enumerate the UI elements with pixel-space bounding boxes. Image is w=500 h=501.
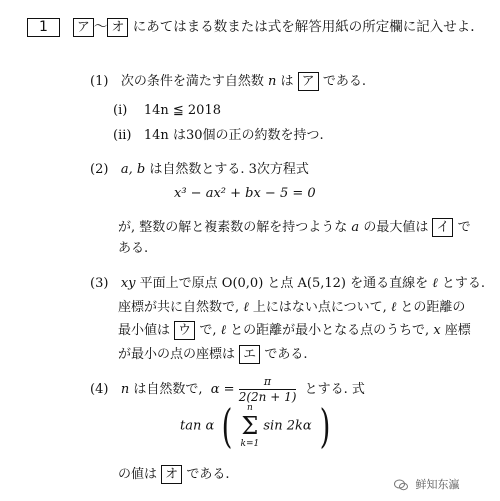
q3-x: x	[433, 323, 441, 338]
q3-line3-d: 座標	[444, 323, 471, 338]
q3-ell-3: ℓ	[390, 300, 397, 315]
q4-text-a: は自然数で,	[133, 382, 203, 397]
q4-var: n	[120, 382, 130, 397]
q1-text-c: である.	[322, 74, 366, 89]
q2-equation: x³ − ax² + bx − 5 = 0	[174, 186, 316, 201]
q4-text-d: である.	[186, 467, 230, 482]
q4-frac-den: 2(2n + 1)	[238, 390, 297, 404]
q3-ell-4: ℓ	[220, 323, 227, 338]
q1-cond-ii-label: (ii)	[113, 128, 132, 143]
right-paren: )	[319, 399, 331, 453]
q3-line3	[118, 319, 471, 340]
q1-line	[90, 70, 366, 91]
blank-o-box-q4: オ	[161, 465, 182, 484]
wechat-icon	[394, 479, 408, 491]
q1-cond-ii-b: は30個の正の約数を持つ.	[172, 128, 324, 143]
q2-vars: a, b	[120, 162, 146, 177]
q4-text-c: の値は	[118, 467, 158, 482]
blank-a-box-q1: ア	[298, 72, 319, 91]
q4-tan: tan α	[180, 418, 215, 434]
q4-alpha-eq: α =	[210, 382, 235, 397]
tilde: 〜	[93, 19, 108, 35]
q3-line4	[118, 343, 307, 364]
q4-text-b: とする. 式	[304, 382, 365, 397]
q2-var-a: a	[351, 220, 360, 235]
q1-cond-ii-a: 14n	[143, 128, 169, 143]
q4-label: (4)	[90, 382, 109, 397]
q2-text-b: が, 整数の解と複素数の解を持つような	[118, 220, 348, 235]
blank-e-box: エ	[239, 345, 260, 364]
problem-number-box: 1	[27, 18, 60, 37]
q1-cond-i-text: 14n ≦ 2018	[143, 103, 221, 118]
q4-line2	[118, 463, 229, 484]
q3-line2-c: との距離の	[400, 300, 466, 315]
q4-fraction	[239, 375, 297, 404]
q3-ell-1: ℓ	[432, 276, 438, 291]
sum-lower: k=1	[240, 439, 260, 449]
q1-var: n	[267, 74, 277, 89]
summation	[241, 402, 260, 450]
q3-line3-a: 最小値は	[118, 323, 171, 338]
q1-cond-i-label: (i)	[113, 103, 128, 118]
q4-summand: sin 2kα	[263, 418, 312, 434]
q1-label: (1)	[90, 74, 109, 89]
sum-upper: n	[246, 403, 253, 413]
q4-frac-num: π	[239, 375, 297, 390]
q3-line1-b: 平面上で原点 O(0,0) と点 A(5,12) を通る直線を	[139, 276, 429, 291]
sum-sigma: Σ	[241, 412, 259, 440]
q3-xy: xy	[120, 276, 136, 291]
q3-line2-b: 上にはない点について,	[252, 300, 387, 315]
q1-cond-ii	[113, 124, 324, 143]
q3-line2	[118, 296, 465, 315]
q2-text-a: は自然数とする. 3次方程式	[149, 162, 309, 177]
watermark-text: 鲜知东瀛	[415, 478, 460, 491]
blank-i-box: イ	[432, 218, 453, 237]
q2-line1	[90, 158, 309, 177]
q3-line2-a: 座標が共に自然数で,	[118, 300, 240, 315]
left-paren: (	[221, 399, 233, 453]
q1-cond-i	[113, 103, 221, 118]
q1-text-b: は	[280, 74, 294, 89]
q2-label: (2)	[90, 162, 109, 177]
q3-line3-c: との距離が最小となる点のうちで,	[230, 323, 430, 338]
q1-text-a: 次の条件を満たす自然数	[120, 74, 264, 89]
q3-line3-b: で,	[199, 323, 217, 338]
watermark	[394, 476, 460, 492]
q3-line1	[90, 272, 485, 291]
blank-o-box: オ	[107, 18, 128, 37]
q3-label: (3)	[90, 276, 109, 291]
q4-expression	[180, 399, 334, 453]
blank-a-box: ア	[73, 18, 94, 37]
q3-ell-2: ℓ	[243, 300, 249, 315]
q3-line1-c: とする.	[441, 276, 485, 291]
blank-u-box: ウ	[174, 321, 195, 340]
q2-line3: ある.	[118, 241, 149, 256]
q2-text-d: で	[457, 220, 471, 235]
q2-line2	[118, 216, 471, 237]
q3-line4-a: が最小の点の座標は	[118, 347, 236, 362]
header-instruction: にあてはまる数または式を解答用紙の所定欄に記入せよ.	[132, 19, 475, 35]
problem-header	[27, 15, 475, 37]
q2-text-c: の最大値は	[363, 220, 429, 235]
q3-line4-b: である.	[264, 347, 308, 362]
